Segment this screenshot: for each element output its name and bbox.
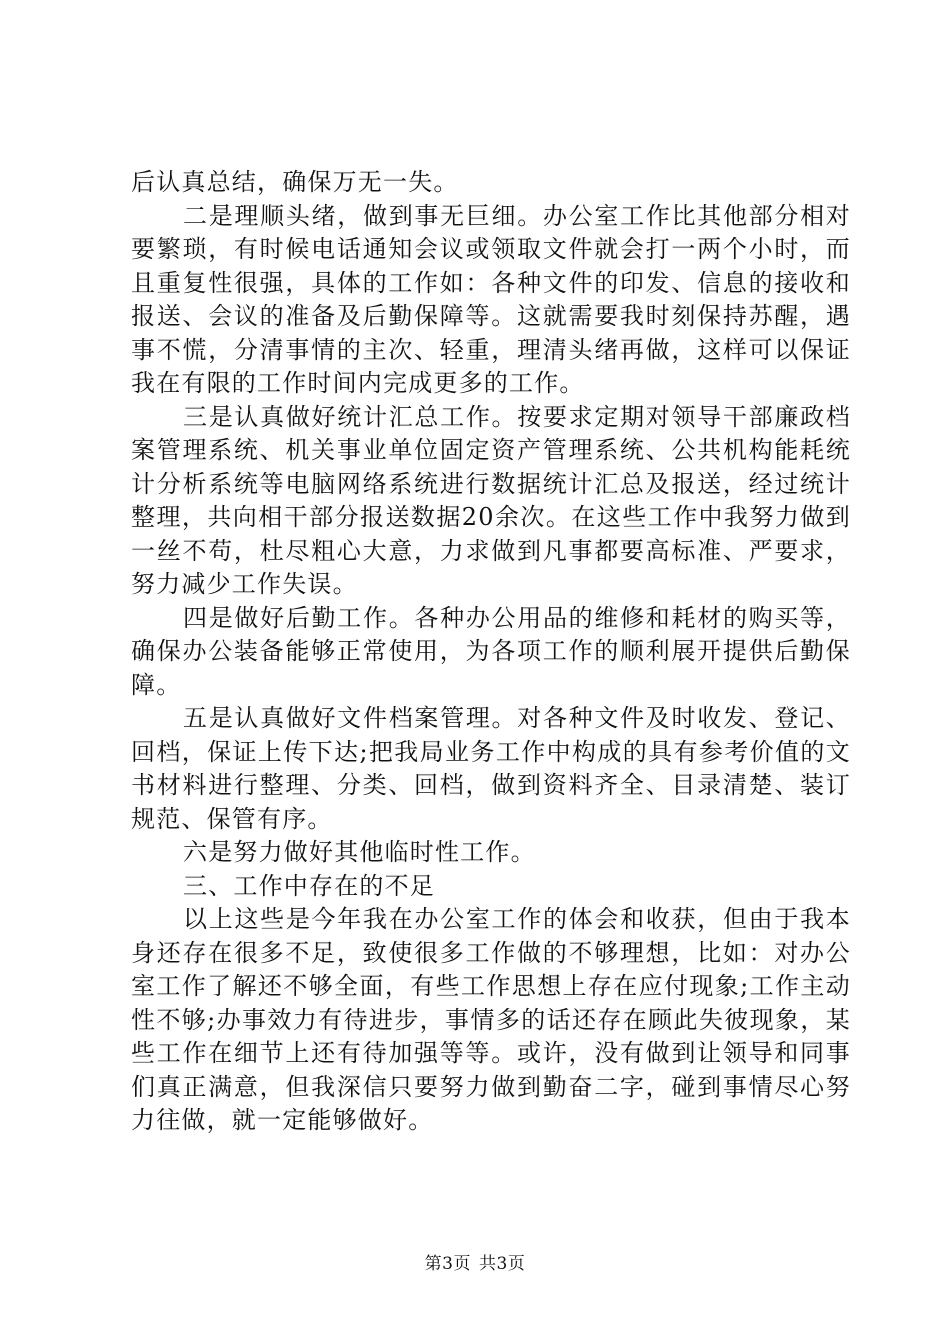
document-body (131, 166, 851, 1138)
paragraph-1: 后认真总结，确保万无一失。 (131, 168, 459, 196)
paragraph-3: 三是认真做好统计汇总工作。按要求定期对领导干部廉政档案管理系统、机关事业单位固定资产管理系统、公共机构能耗统计分析系统等电脑网络系统进行数据统计汇总及报送，经过统计整理，共向相干部分报送数据20余次。在这些工作中我努力做到一丝不苟，杜尽粗心大意，力求做到凡事都要高标准、严要求，努力减少工作失误。 (131, 402, 851, 598)
page-number-total: 共3页 (479, 1254, 526, 1274)
page-number-current: 第3页 (424, 1254, 471, 1274)
paragraph-2: 二是理顺头绪，做到事无巨细。办公室工作比其他部分相对要繁琐，有时候电话通知会议或领取文件就会打一两个小时，而且重复性很强，具体的工作如：各种文件的印发、信息的接收和报送、会议的准备及后勤保障等。这就需要我时刻保持苏醒，遇事不慌，分清事情的主次、轻重，理清头绪再做，这样可以保证我在有限的工作时间内完成更多的工作。 (131, 201, 851, 397)
page-footer (0, 1253, 950, 1275)
paragraph-5: 五是认真做好文件档案管理。对各种文件及时收发、登记、回档，保证上传下达;把我局业务工作中构成的具有参考价值的文书材料进行整理、分类、回档，做到资料齐全、目录清楚、装订规范、保管有序。 (131, 704, 851, 833)
paragraph-6: 六是努力做好其他临时性工作。 (183, 838, 536, 866)
section-heading: 三、工作中存在的不足 (183, 871, 435, 900)
paragraph-7: 以上这些是今年我在办公室工作的体会和收获，但由于我本身还存在很多不足，致使很多工作做的不够理想，比如：对办公室工作了解还不够全面，有些工作思想上存在应付现象;工作主动性不够;办事效力有待进步，事情多的话还存在顾此失彼现象，某些工作在细节上还有待加强等等。或许，没有做到让领导和同事们真正满意，但我深信只要努力做到勤奋二字，碰到事情尽心努力往做，就一定能够做好。 (131, 905, 851, 1134)
paragraph-4: 四是做好后勤工作。各种办公用品的维修和耗材的购买等，确保办公装备能够正常使用，为各项工作的顺利展开提供后勤保障。 (131, 603, 851, 699)
